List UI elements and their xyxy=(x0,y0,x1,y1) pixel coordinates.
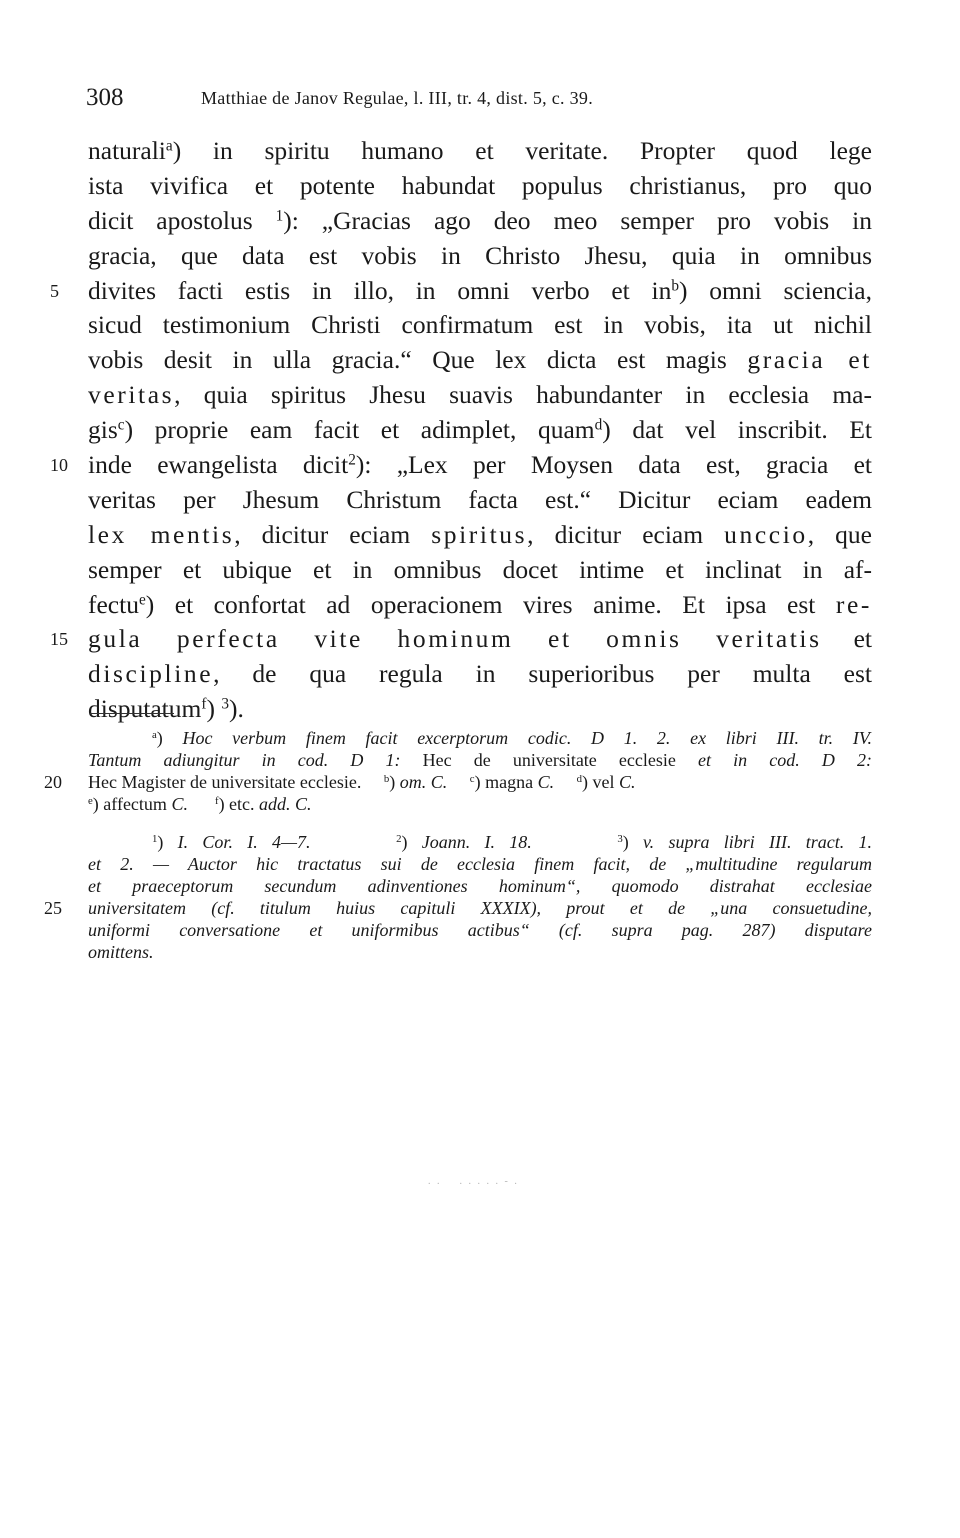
footnote-line: et praeceptorum secundum adinventiones hominum“, quomodo distrahat ecclesiae xyxy=(88,876,872,896)
footnote-line: $^1$) I. Cor. I. 4—7. $^2$) Joann. I. 18. $^3$) v. supra libri III. tract. 1. xyxy=(152,832,873,852)
text-line: veritas, quia spiritus Jhesu suavis habundanter in ecclesia ma- xyxy=(88,380,872,410)
line-number-5: 5 xyxy=(50,280,59,301)
main-text xyxy=(50,134,873,727)
text-line: ista vivifica et potente habundat populus christianus, pro quo xyxy=(88,170,872,200)
line-number-25: 25 xyxy=(44,898,62,918)
text-line: 5 divites facti estis in illo, in omni verbo et $in^b$) omni sciencia, xyxy=(88,274,872,309)
text-line: discipline, de qua regula in superioribus per multa est xyxy=(88,659,872,689)
footnote-line: omittens. xyxy=(88,942,154,962)
text-line: semper et ubique et in omnibus docet intime et inclinat in af- xyxy=(88,554,872,584)
print-smudge: . . . . . . . - . xyxy=(428,1176,519,1187)
text-line: naturali$^a$) in spiritu humano et veritate. Propter quod lege xyxy=(88,136,872,165)
footnote-divider xyxy=(90,713,174,714)
text-line: veritas per Jhesum Christum facta est.“ Dicitur eciam eadem xyxy=(88,484,872,514)
text-line: gis$^c$) proprie eam facit et adimplet, quam$^d$) dat vel inscribit. Et xyxy=(88,415,872,445)
text-line: vobis desit in ulla gracia.“ Que lex dicta est magis gracia et xyxy=(88,345,872,375)
footnotes xyxy=(44,727,873,963)
footnote-line: 25 universitatem (cf. titulum huius capituli XXXIX), prout et de „una consuetudine, xyxy=(44,898,872,918)
line-number-20: 20 xyxy=(44,772,62,792)
text-line: fectu$^e$) et confortat ad operacionem vires anime. Et ipsa est re- xyxy=(88,589,872,619)
text-line: disputatum$^f$) $^3$). xyxy=(88,694,244,724)
footnote-line: et 2. — Auctor hic tractatus sui de ecclesia finem facit, de „multitudine regularum xyxy=(88,854,872,874)
footnote-line: $^e$) affectum C. $^f$) etc. add. C. xyxy=(88,794,312,814)
running-head: Matthiae de Janov Regulae, l. III, tr. 4, dist. 5, c. 39. xyxy=(201,88,594,108)
footnote-line: uniformi conversatione et uniformibus actibus“ (cf. supra pag. 287) disputare xyxy=(88,920,872,940)
line-number-15: 15 xyxy=(50,629,68,650)
text-line: 10 inde ewangelista dicit$^2$): „Lex per Moysen data est, gracia et xyxy=(88,448,872,483)
text-line: 15 gula perfecta vite hominum et omnis veritatis et xyxy=(88,622,872,657)
text-line: lex mentis, dicitur eciam spiritus, dicitur eciam unccio, que xyxy=(88,519,872,549)
footnote-line: 20 Hec Magister de universitate ecclesie. $^b$) om. C. $^c$) magna C. $^d$) vel C. xyxy=(44,772,636,792)
page-number: 308 xyxy=(86,84,124,111)
text-line: gracia, que data est vobis in Christo Jhesu, quia in omnibus xyxy=(88,240,872,270)
page-header xyxy=(86,84,886,120)
text-line: dicit apostolus $^1$): „Gracias ago deo meo semper pro vobis in xyxy=(88,205,872,235)
text-line: sicud testimonium Christi confirmatum est in vobis, ita ut nichil xyxy=(88,310,872,340)
footnote-line: $^a$) Hoc verbum finem facit excerptorum codic. D 1. 2. ex libri III. tr. IV. xyxy=(152,728,872,748)
footnote-line: Tantum adiungitur in cod. D 1: Hec de universitate ecclesie et in cod. D 2: xyxy=(88,750,872,770)
line-number-10: 10 xyxy=(50,455,68,476)
